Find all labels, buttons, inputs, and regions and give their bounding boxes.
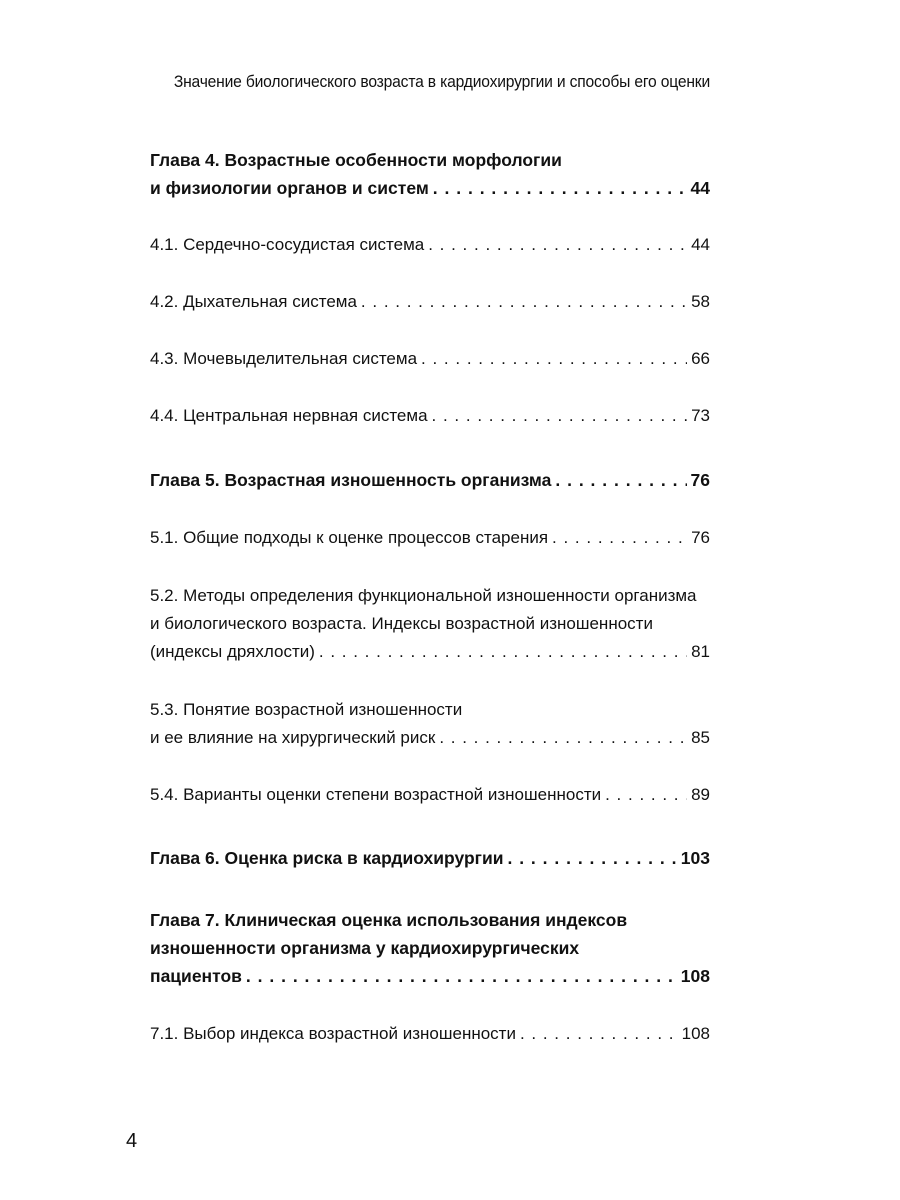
- toc-entry-last-line: [150, 466, 710, 494]
- toc-entry-last-line: [150, 345, 710, 373]
- dot-leader: [315, 638, 687, 666]
- toc-entry-line: 7.1. Выбор индекса возрастной изношенности: [150, 1024, 516, 1043]
- toc-entry-section-5-4[interactable]: [150, 781, 710, 809]
- dot-leader: [435, 724, 687, 752]
- toc-page-number: 85: [691, 728, 710, 747]
- toc-entry-last-line: [150, 844, 710, 872]
- toc-entry-line: 5.1. Общие подходы к оценке процессов старения: [150, 528, 549, 547]
- toc-entry-line: 4.1. Сердечно-сосудистая система: [150, 235, 425, 254]
- toc-entry-section-5-3[interactable]: [150, 696, 710, 752]
- toc-entry-line: пациентов: [150, 966, 242, 986]
- toc-entry-last-line: [150, 1020, 710, 1048]
- toc-entry-chapter-7[interactable]: [150, 906, 710, 990]
- toc-entry-line: 4.4. Центральная нервная система: [150, 406, 428, 425]
- dot-leader: [242, 962, 677, 990]
- toc-page-number: 66: [691, 349, 710, 368]
- toc-entry-line: Глава 6. Оценка риска в кардиохирургии: [150, 848, 504, 868]
- dot-leader: [551, 466, 686, 494]
- toc-page-number: 81: [691, 642, 710, 661]
- toc-entry-last-line: [150, 524, 710, 552]
- toc-entry-line: и физиологии органов и систем: [150, 178, 429, 198]
- toc-entry-line: 4.3. Мочевыделительная система: [150, 349, 418, 368]
- dot-leader: [357, 288, 687, 316]
- toc-entry-line: и биологического возраста. Индексы возрастной изношенности: [150, 614, 653, 633]
- toc-entry-section-4-1[interactable]: [150, 231, 710, 259]
- toc-entry-last-line: [150, 288, 710, 316]
- toc-entry-line: Глава 5. Возрастная изношенность организма: [150, 470, 552, 490]
- toc-page-number: 44: [691, 235, 710, 254]
- toc-entry-last-line: [150, 231, 710, 259]
- toc-page-number: 89: [691, 785, 710, 804]
- toc-entry-chapter-5[interactable]: [150, 466, 710, 494]
- dot-leader: [516, 1020, 678, 1048]
- toc-entry-section-7-1[interactable]: [150, 1020, 710, 1048]
- toc-page-number: 73: [691, 406, 710, 425]
- toc-page-number: 103: [680, 848, 710, 868]
- toc-entry-line: 5.4. Варианты оценки степени возрастной изношенности: [150, 785, 602, 804]
- toc-entry-line: изношенности организма у кардиохирургических: [150, 938, 580, 958]
- toc-entry-last-line: [150, 402, 710, 430]
- dot-leader: [429, 174, 687, 202]
- toc-entry-section-5-2[interactable]: [150, 582, 710, 666]
- toc-entry-line: Глава 4. Возрастные особенности морфологии: [150, 150, 562, 170]
- toc-entry-chapter-6[interactable]: [150, 844, 710, 872]
- toc-entry-section-4-3[interactable]: [150, 345, 710, 373]
- toc-page-number: 44: [690, 178, 710, 198]
- running-header: Значение биологического возраста в кардиохирургии и способы его оценки: [173, 72, 710, 91]
- toc-entry-line: 5.3. Понятие возрастной изношенности: [150, 700, 463, 719]
- dot-leader: [601, 781, 687, 809]
- dot-leader: [548, 524, 687, 552]
- toc-entry-last-line: [150, 724, 710, 752]
- toc-entry-section-5-1[interactable]: [150, 524, 710, 552]
- toc-page-number: 108: [680, 966, 710, 986]
- toc-entry-last-line: [150, 638, 710, 666]
- toc-entry-section-4-2[interactable]: [150, 288, 710, 316]
- toc-entry-line: (индексы дряхлости): [150, 642, 315, 661]
- toc-entry-last-line: [150, 962, 710, 990]
- toc-entry-last-line: [150, 781, 710, 809]
- toc-entry-line: и ее влияние на хирургический риск: [150, 728, 436, 747]
- toc-page-number: 76: [690, 470, 710, 490]
- toc-entry-chapter-4[interactable]: [150, 146, 710, 202]
- toc-entry-line: 5.2. Методы определения функциональной изношенности организма: [150, 586, 697, 605]
- page-number: 4: [126, 1130, 138, 1152]
- toc-entry-line: 4.2. Дыхательная система: [150, 292, 357, 311]
- dot-leader: [417, 345, 687, 373]
- dot-leader: [503, 844, 676, 872]
- dot-leader: [428, 402, 688, 430]
- toc-page-number: 58: [691, 292, 710, 311]
- dot-leader: [424, 231, 687, 259]
- toc-page-number: 76: [691, 528, 710, 547]
- toc-entry-section-4-4[interactable]: [150, 402, 710, 430]
- toc-entry-last-line: [150, 174, 710, 202]
- toc-page-number: 108: [681, 1024, 710, 1043]
- toc-entry-line: Глава 7. Клиническая оценка использования индексов: [150, 910, 628, 930]
